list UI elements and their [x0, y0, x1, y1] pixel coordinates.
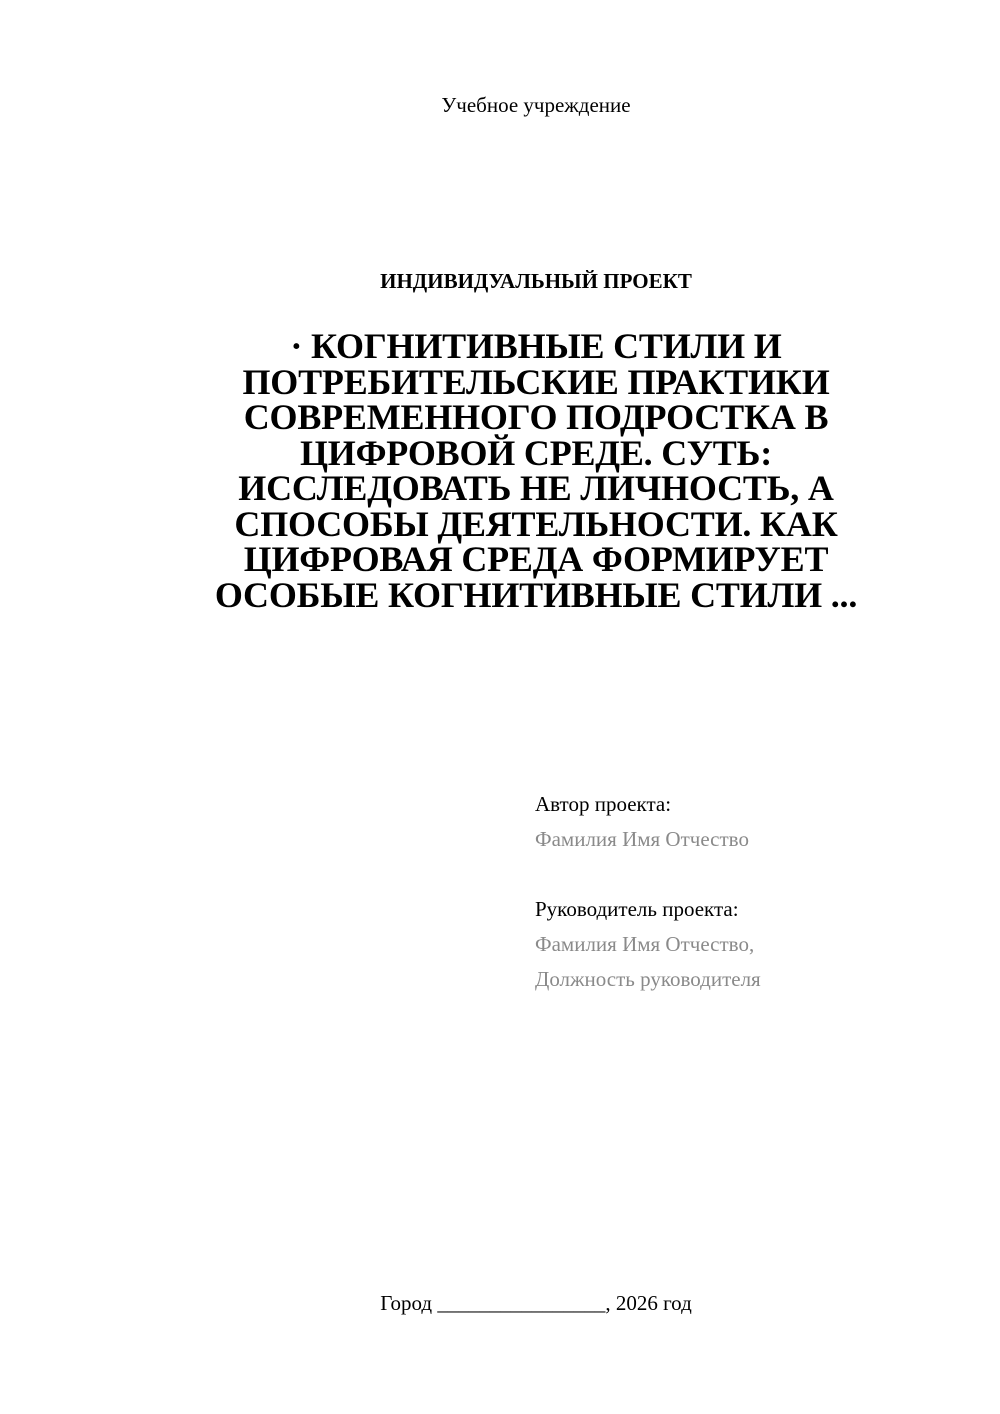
project-title: · КОГНИТИВНЫЕ СТИЛИ И ПОТРЕБИТЕЛЬСКИЕ ПРАКТИКИ СОВРЕМЕННОГО ПОДРОСТКА В ЦИФРОВОЙ СРЕДЕ. СУТЬ: ИССЛЕДОВАТЬ НЕ ЛИЧНОСТЬ, А СПОСОБЫ ДЕЯТЕЛЬНОСТИ. КАК ЦИФРОВАЯ СРЕДА ФОРМИРУЕТ ОСОБЫЕ КОГНИТИВНЫЕ СТИЛИ ... [214, 326, 858, 615]
project-type-heading: ИНДИВИДУАЛЬНЫЙ ПРОЕКТ [380, 269, 692, 293]
author-name-placeholder: Фамилия Имя Отчество [535, 827, 749, 851]
city-year-line: Город ________________, 2026 год [380, 1291, 692, 1315]
author-label: Автор проекта: [535, 792, 672, 816]
supervisor-label: Руководитель проекта: [535, 897, 739, 921]
institution-name: Учебное учреждение [441, 93, 631, 117]
author-block [535, 787, 965, 857]
supervisor-block [535, 892, 965, 997]
supervisor-name-placeholder: Фамилия Имя Отчество, [535, 932, 755, 956]
supervisor-position-placeholder: Должность руководителя [535, 967, 761, 991]
